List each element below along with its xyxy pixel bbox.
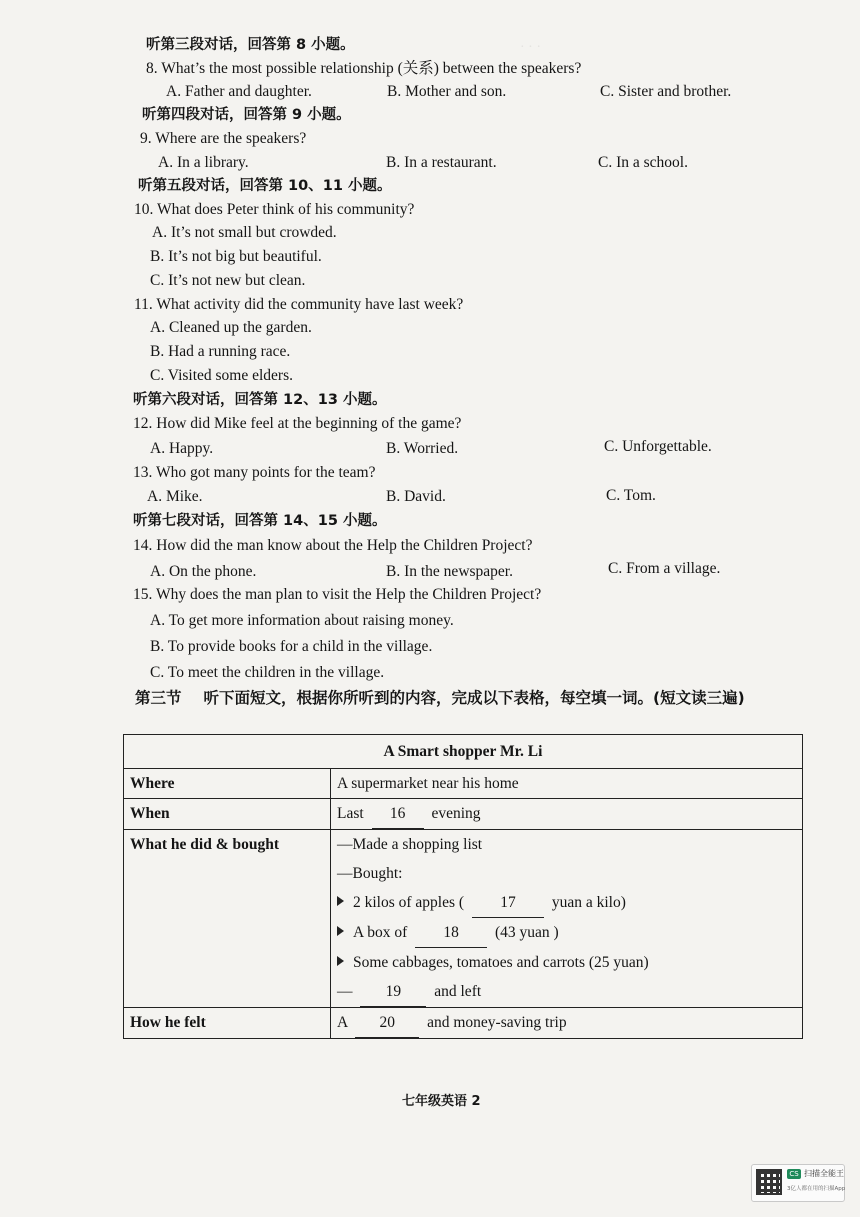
option-a: A. In a library. — [158, 154, 249, 171]
did-line-2: —Bought: — [337, 865, 403, 882]
option-c: C. Sister and brother. — [600, 83, 732, 100]
question-stem: 8. What’s the most possible relationship (关系) between the speakers? — [146, 60, 582, 77]
question-stem: 14. How did the man know about the Help the Children Project? — [133, 537, 533, 554]
vegetables-text: Some cabbages, tomatoes and carrots (25 yuan) — [353, 954, 649, 971]
felt-suffix: and money-saving trip — [427, 1014, 567, 1031]
option-a: A. Happy. — [150, 440, 214, 457]
option-b: B. In the newspaper. — [386, 563, 513, 580]
option-c: C. To meet the children in the village. — [150, 664, 385, 681]
question-stem: 12. How did Mike feel at the beginning of the game? — [133, 415, 462, 432]
option-b: B. It’s not big but beautiful. — [150, 248, 322, 265]
section-instruction: 听下面短文，根据你所听到的内容，完成以下表格，每空填一词。(短文读三遍) — [203, 689, 745, 707]
did-line-1: —Made a shopping list — [337, 836, 483, 853]
box-prefix: A box of — [353, 924, 408, 941]
felt-label: How he felt — [124, 1008, 331, 1039]
box-suffix: (43 yuan ) — [495, 924, 559, 941]
scanner-logo-icon: CS — [787, 1169, 801, 1179]
when-prefix: Last — [337, 805, 364, 822]
bleed-through: · · · — [520, 40, 541, 55]
qr-code-icon — [756, 1169, 782, 1195]
scanner-name: 扫描全能王 — [804, 1169, 844, 1178]
felt-prefix: A — [337, 1014, 348, 1031]
option-c: C. From a village. — [608, 560, 721, 577]
left-suffix: and left — [434, 983, 482, 1000]
bullet-icon — [337, 956, 344, 966]
dialogue-instruction: 听第四段对话，回答第 9 小题。 — [142, 107, 351, 123]
question-stem: 10. What does Peter think of his community? — [134, 201, 415, 218]
option-a: A. To get more information about raising money. — [150, 612, 454, 629]
scanner-watermark — [751, 1164, 845, 1202]
where-value: A supermarket near his home — [331, 769, 803, 799]
bought-box — [337, 918, 796, 948]
option-c: C. Visited some elders. — [150, 367, 294, 384]
option-c: C. It’s not new but clean. — [150, 272, 306, 289]
apples-prefix: 2 kilos of apples ( — [353, 894, 465, 911]
dialogue-instruction: 听第三段对话，回答第 8 小题。 — [146, 37, 355, 53]
dialogue-instruction: 听第七段对话，回答第 14、15 小题。 — [133, 513, 387, 529]
question-stem: 9. Where are the speakers? — [140, 130, 307, 147]
answer-blank-20[interactable]: 20 — [355, 1008, 419, 1038]
option-b: B. David. — [386, 488, 446, 505]
option-b: B. Worried. — [386, 440, 459, 457]
option-c: C. Unforgettable. — [604, 438, 712, 455]
question-stem: 15. Why does the man plan to visit the Help the Children Project? — [133, 586, 542, 603]
table-title: A Smart shopper Mr. Li — [124, 735, 803, 769]
did-label: What he did & bought — [124, 830, 331, 1008]
option-c: C. In a school. — [598, 154, 688, 171]
did-value — [331, 830, 803, 1008]
bullet-icon — [337, 896, 344, 906]
answer-blank-19[interactable]: 19 — [360, 977, 426, 1007]
dialogue-instruction: 听第六段对话，回答第 12、13 小题。 — [133, 392, 387, 408]
option-a: A. Cleaned up the garden. — [150, 319, 312, 336]
where-label: Where — [124, 769, 331, 799]
when-suffix: evening — [431, 805, 481, 822]
when-label: When — [124, 799, 331, 830]
left-line — [337, 977, 796, 1007]
felt-value — [331, 1008, 803, 1039]
left-dash: — — [337, 983, 353, 1000]
option-b: B. To provide books for a child in the village. — [150, 638, 433, 655]
fill-in-table — [123, 734, 803, 1039]
bought-apples — [337, 888, 796, 918]
dialogue-instruction: 听第五段对话，回答第 10、11 小题。 — [138, 178, 392, 194]
answer-blank-18[interactable]: 18 — [415, 918, 487, 948]
option-b: B. Had a running race. — [150, 343, 291, 360]
option-a: A. On the phone. — [150, 563, 257, 580]
option-a: A. Father and daughter. — [166, 83, 312, 100]
answer-blank-16[interactable]: 16 — [372, 799, 424, 829]
bullet-icon — [337, 926, 344, 936]
question-stem: 13. Who got many points for the team? — [133, 464, 376, 481]
when-value — [331, 799, 803, 830]
page-footer: 七年级英语 2 — [402, 1094, 481, 1109]
option-b: B. Mother and son. — [387, 83, 507, 100]
scanner-tagline: 3亿人都在用的扫描App — [787, 1186, 846, 1192]
section-heading — [135, 687, 785, 710]
bought-vegetables — [337, 948, 796, 977]
option-b: B. In a restaurant. — [386, 154, 497, 171]
answer-blank-17[interactable]: 17 — [472, 888, 544, 918]
question-stem: 11. What activity did the community have last week? — [134, 296, 464, 313]
section-label: 第三节 — [135, 689, 182, 707]
option-a: A. Mike. — [147, 488, 203, 505]
option-a: A. It’s not small but crowded. — [152, 224, 337, 241]
option-c: C. Tom. — [606, 487, 656, 504]
apples-suffix: yuan a kilo) — [551, 894, 626, 911]
